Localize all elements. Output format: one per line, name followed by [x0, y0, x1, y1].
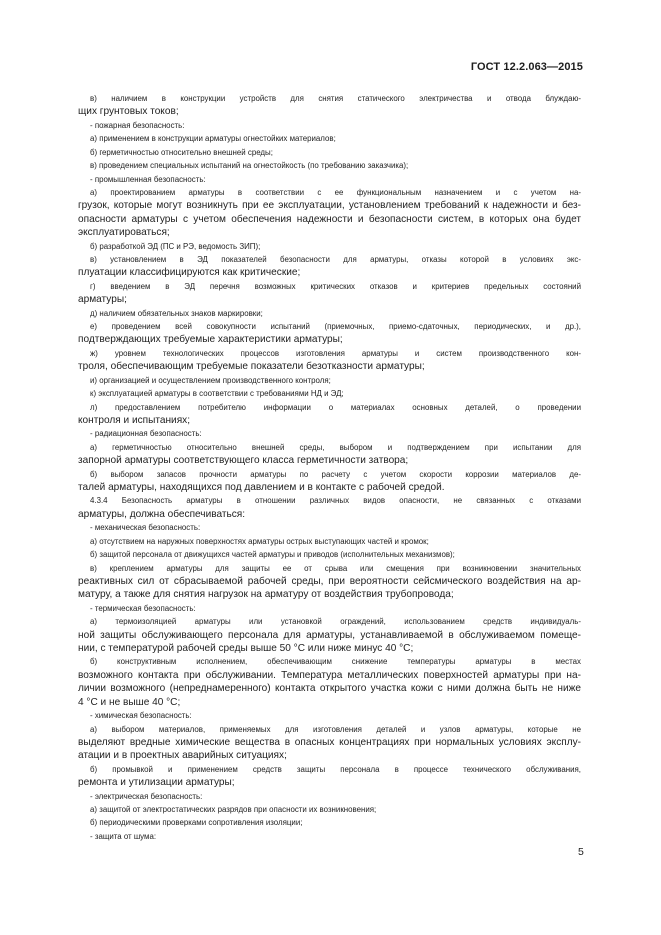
text-line: к) эксплуатацией арматуры в соответствии с требованиями НД и ЭД;: [90, 389, 344, 399]
text-line: а) применением в конструкции арматуры огнестойких материалов;: [90, 134, 336, 144]
text-line: ремонта и утилизации арматуры;: [78, 777, 235, 789]
text-line: б) герметичностью относительно внешней среды;: [90, 147, 273, 157]
text-line: б) выбором запасов прочности арматуры по расчету с учетом скорости коррозии материалов де-: [90, 469, 581, 479]
text-line: е) проведением всей совокупности испытаний (приемочных, приемо-сдаточных, периодических, и др.),: [90, 322, 581, 332]
text-line: в) наличием в конструкции устройств для снятия статического электричества и отвода блуждаю-: [90, 94, 581, 103]
text-line: запорной арматуры соответствующего класса герметичности затвора;: [78, 455, 409, 467]
text-line: 4 °С и не выше 40 °С;: [78, 696, 181, 708]
text-line: опасности арматуры с учетом обеспечения надежности и безопасности систем, в которых она будет: [78, 213, 581, 225]
text-line: б) конструктивным исполнением, обеспечивающим снижение температуры арматуры в местах: [90, 657, 581, 667]
text-line: нии, с температурой рабочей среды выше 50 °С или ниже минус 40 °С;: [78, 643, 414, 655]
text-line: и) организацией и осуществлением производственного контроля;: [90, 375, 331, 385]
text-line: в) установлением в ЭД показателей безопасности для арматуры, отказы которой в условиях экс-: [90, 255, 581, 264]
text-line: - радиационная безопасность:: [90, 429, 202, 439]
text-line: - механическая безопасность:: [90, 523, 201, 533]
text-line: б) промывкой и применением средств защиты персонала в процессе технического обслуживания,: [90, 764, 581, 774]
text-line: атации и в проектных аварийных ситуациях;: [78, 750, 287, 762]
text-line: 4.3.4 Безопасность арматуры в отношении различных видов опасности, не связанных с отказами: [90, 496, 581, 506]
text-line: арматуры;: [78, 294, 127, 306]
text-line: контроля и испытаниях;: [78, 414, 191, 426]
text-line: реактивных сил от сбрасываемой рабочей среды, при вероятности сейсмического воздействия на ар-: [78, 575, 581, 587]
text-line: д) наличием обязательных знаков маркировки;: [90, 308, 263, 318]
text-line: возможного контакта при обслуживании. Температура металлических поверхностей арматуры при на-: [78, 669, 581, 681]
text-line: подтверждающих требуемые характеристики арматуры;: [78, 334, 343, 346]
text-line: - химическая безопасность:: [90, 711, 192, 721]
text-line: б) защитой персонала от движущихся частей арматуры и приводов (исполнительных механизмов);: [90, 550, 455, 560]
document-body: [78, 92, 581, 843]
text-line: а) защитой от электростатических разрядов при опасности их возникновения;: [90, 805, 377, 815]
text-line: в) креплением арматуры для защиты ее от срыва или смещения при возникновении значительных: [90, 563, 581, 573]
text-line: троля, обеспечивающим требуемые показатели безотказности арматуры;: [78, 361, 425, 373]
text-line: личии возможного (непреднамеренного) контакта открытого участка кожи с ними должна быть не ниже: [78, 683, 581, 695]
text-line: - пожарная безопасность:: [90, 120, 185, 130]
text-line: г) введением в ЭД перечня возможных критических отказов и критериев предельных состояний: [90, 281, 581, 291]
text-line: грузок, которые могут возникнуть при ее эксплуатации, установлением требований к надежности и без-: [78, 200, 581, 212]
text-line: а) отсутствием на наружных поверхностях арматуры острых выступающих частей и кромок;: [90, 536, 429, 546]
text-line: в) проведением специальных испытаний на огнестойкость (по требованию заказчика);: [90, 161, 409, 171]
text-line: - промышленная безопасность:: [90, 174, 206, 184]
text-line: а) термоизоляцией арматуры или установкой ограждений, использованием средств индивидуаль-: [90, 617, 581, 627]
page-number: 5: [578, 846, 584, 858]
text-line: - термическая безопасность:: [90, 603, 196, 613]
text-line: выделяют вредные химические вещества в опасных концентрациях при нормальных условиях эксплу-: [78, 736, 581, 748]
text-line: - защита от шума:: [90, 831, 157, 841]
text-line: л) предоставлением потребителю информации о материалах основных деталей, о проведении: [90, 402, 581, 412]
text-line: б) периодическими проверками сопротивления изоляции;: [90, 818, 303, 828]
text-line: эксплуатироваться;: [78, 227, 170, 239]
text-line: ной защиты обслуживающего персонала для арматуры, устанавливаемой в обслуживаемом помеще-: [78, 629, 581, 641]
text-line: а) герметичностью относительно внешней среды, выбором и подтверждением при испытании для: [90, 442, 581, 452]
text-line: щих грунтовых токов;: [78, 106, 179, 118]
text-line: а) выбором материалов, применяемых для изготовления деталей и узлов арматуры, которые не: [90, 724, 581, 734]
document-header: ГОСТ 12.2.063—2015: [470, 61, 583, 73]
text-line: плуатации классифицируются как критические;: [78, 267, 301, 279]
text-line: арматуры, должна обеспечиваться:: [78, 508, 246, 520]
text-line: б) разработкой ЭД (ПС и РЭ, ведомость ЗИП);: [90, 241, 261, 251]
text-line: ж) уровнем технологических процессов изготовления арматуры и систем производственного кон-: [90, 348, 581, 358]
text-line: матуру, а также для снятия нагрузок на арматуру от воздействия трубопровода;: [78, 589, 454, 601]
text-line: - электрическая безопасность:: [90, 791, 203, 801]
text-line: а) проектированием арматуры в соответствии с ее функциональным назначением и с учетом на-: [90, 187, 581, 197]
text-line: талей арматуры, находящихся под давлением и в контакте с рабочей средой.: [78, 482, 445, 494]
